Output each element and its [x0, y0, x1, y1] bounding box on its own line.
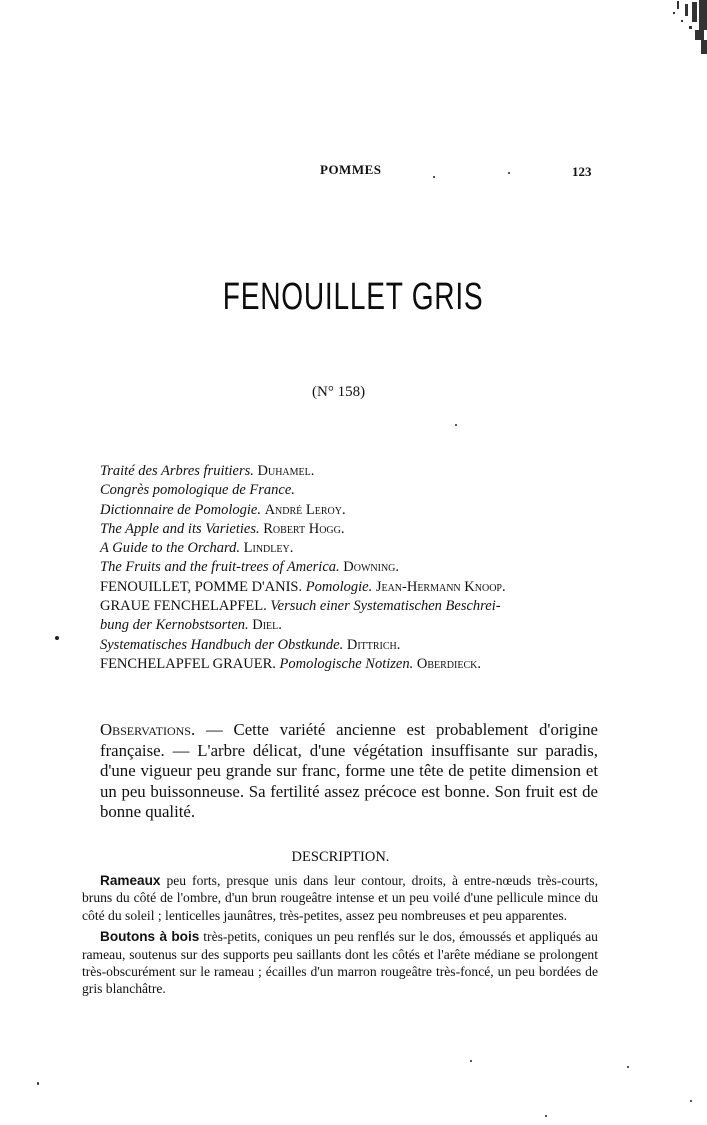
variety-synonym: FENOUILLET, POMME D'ANIS.: [100, 578, 303, 595]
reference-item: [100, 539, 570, 558]
observations-text: — Cette variété ancienne est probablement d'origine française. — L'arbre délicat, d'une végétation insuffisante sur paradis, d'une vigueur peu grande sur franc, forme une tête de petite dimension et un peu buissonneuse. Sa fertilité assez précoce est bonne. Son fruit est de bonne qualité.: [100, 720, 598, 822]
variety-synonym: FENCHELAPFEL GRAUER.: [100, 655, 276, 672]
bibliography-list: [100, 462, 570, 674]
reference-author: André Leroy.: [264, 501, 346, 518]
observations-paragraph: [100, 720, 598, 823]
reference-item: [100, 578, 570, 597]
reference-author: Downing.: [343, 559, 400, 576]
variety-number: (N° 158): [312, 384, 366, 400]
reference-title: The Fruits and the fruit-trees of America.: [100, 559, 340, 576]
description-heading: DESCRIPTION.: [291, 849, 390, 865]
reference-title: Pomologie.: [305, 578, 373, 595]
reference-item: [100, 616, 570, 635]
reference-item: [100, 655, 570, 674]
description-term: Rameaux: [100, 873, 161, 888]
reference-title: A Guide to the Orchard.: [100, 540, 241, 557]
reference-title: Traité des Arbres fruitiers.: [100, 463, 254, 479]
page-title: FENOUILLET GRIS: [222, 276, 484, 318]
reference-title: bung der Kernobstsorten.: [100, 617, 249, 634]
reference-item: [100, 481, 570, 500]
variety-synonym: GRAUE FENCHELAPFEL.: [100, 598, 267, 615]
reference-author: Lindley.: [243, 540, 294, 557]
reference-item: [100, 597, 570, 616]
description-body: [82, 872, 598, 1002]
reference-title: Dictionnaire de Pomologie.: [100, 501, 261, 518]
reference-title: Systematisches Handbuch der Obstkunde.: [100, 636, 344, 653]
observations-lead: Observations.: [100, 720, 196, 739]
reference-title: Pomologische Notizen.: [279, 655, 414, 672]
reference-item: [100, 462, 570, 481]
reference-item: [100, 501, 570, 520]
reference-author: Dittrich.: [346, 636, 401, 653]
page-number: 123: [572, 164, 592, 179]
description-term: Boutons à bois: [100, 929, 200, 945]
reference-author: Robert Hogg.: [263, 520, 345, 537]
reference-author: Duhamel.: [257, 463, 315, 479]
reference-title: Versuch einer Systematischen Beschrei-: [270, 598, 501, 615]
reference-item: [100, 520, 570, 539]
scan-noise-corner: [637, 0, 707, 70]
reference-author: Diel.: [252, 617, 282, 634]
reference-title: The Apple and its Varieties.: [100, 520, 260, 537]
description-text: très-petits, coniques un peu renflés sur le dos, émoussés et appliqués au rameau, soutenus sur des supports peu saillants dont les côtés et l'arête médiane se prolongent très-obscurément sur le rameau ; écailles d'un marron rougeâtre très-foncé, un peu bordées de gris blanchâtre.: [82, 929, 598, 997]
reference-item: [100, 558, 570, 577]
description-paragraph: [82, 872, 598, 924]
description-paragraph: [82, 928, 598, 998]
reference-author: Jean-Hermann Knoop.: [375, 578, 506, 595]
reference-author: Oberdieck.: [416, 655, 481, 672]
reference-item: [100, 636, 570, 655]
running-head: POMMES: [320, 162, 382, 177]
description-text: peu forts, presque unis dans leur contour, droits, à entre-nœuds très-courts, bruns du côté de l'ombre, d'un brun rougeâtre intense et un peu voilé d'une pellicule mince du côté du soleil ; lenticelles jaunâtres, très-petites, assez peu nombreuses et peu apparentes.: [82, 873, 598, 923]
reference-title: Congrès pomologique de France.: [100, 482, 295, 499]
